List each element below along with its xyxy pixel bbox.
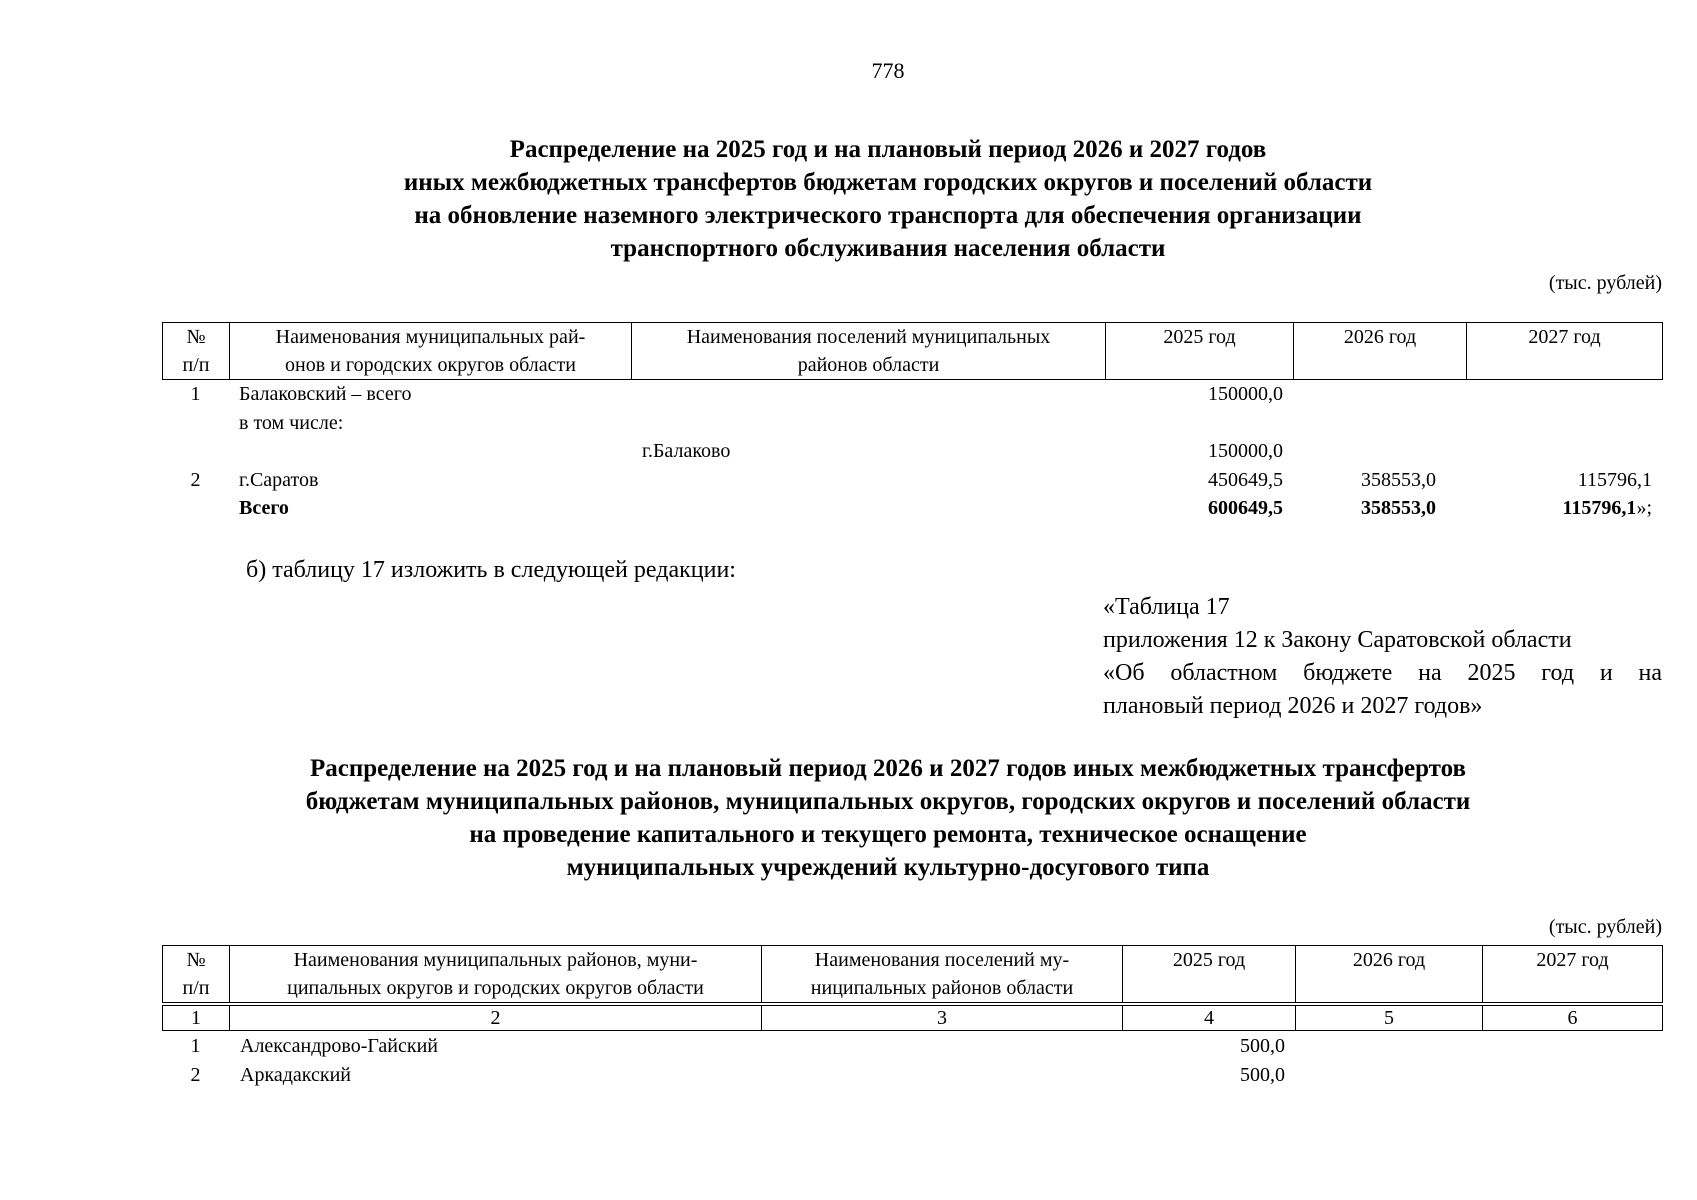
total-2025: 600649,5 <box>1208 497 1283 519</box>
cell-2025: 500,0 <box>1240 1063 1285 1086</box>
cell-2025: 500,0 <box>1240 1035 1285 1057</box>
table-row <box>162 1061 1662 1090</box>
col-district-header: Наименования муниципальных рай- онов и городских округов области <box>230 323 632 380</box>
table2-header <box>162 945 1663 1003</box>
total-row <box>162 494 1662 523</box>
col-2027-header: 2027 год <box>1483 946 1663 1003</box>
cell-2025 <box>1105 409 1293 438</box>
cell-district: Аркадакский <box>240 1063 352 1086</box>
table2-body <box>162 1032 1662 1089</box>
table1-title-line: на обновление наземного электрического транспорта для обеспечения организации <box>414 202 1362 229</box>
index-cell: 6 <box>1483 1006 1663 1031</box>
index-cell: 4 <box>1123 1006 1296 1031</box>
reference-line: приложения 12 к Закону Саратовской области <box>1103 627 1572 653</box>
col-2025-header: 2025 год <box>1123 946 1296 1003</box>
index-cell: 1 <box>163 1006 230 1031</box>
cell-settlement: г.Балаково <box>642 440 731 462</box>
table2-units: (тыс. рублей) <box>1548 916 1662 938</box>
cell-2026: 358553,0 <box>1361 468 1436 491</box>
table2-title <box>0 752 1697 884</box>
table1-title-line: иных межбюджетных трансфертов бюджетам городских округов и поселений области <box>403 169 1373 196</box>
cell-2025: 150000,0 <box>1208 440 1283 462</box>
cell-settlement <box>631 409 1105 438</box>
cell-2026 <box>1293 409 1466 438</box>
table-reference <box>1103 591 1662 723</box>
cell-district: г.Саратов <box>239 468 319 491</box>
cell-2027 <box>1466 437 1662 466</box>
cell-2025: 450649,5 <box>1208 468 1283 491</box>
cell-settlement <box>631 466 1105 495</box>
table1-title-line: транспортного обслуживания населения области <box>610 235 1166 262</box>
table1-header <box>162 322 1663 380</box>
cell-district: в том числе: <box>239 411 344 434</box>
table1-units: (тыс. рублей) <box>1548 272 1662 294</box>
reference-line: «Таблица 17 <box>1103 594 1230 620</box>
table2-title-line: Распределение на 2025 год и на плановый период 2026 и 2027 годов иных межбюджетных трансфертов <box>309 755 1467 782</box>
col-district-header: Наименования муниципальных районов, муни- ципальных округов и городских округов области <box>230 946 762 1003</box>
cell-settlement <box>631 380 1105 409</box>
col-num-header: № п/п <box>163 323 230 380</box>
cell-num: 2 <box>190 1063 201 1086</box>
col-2027-header: 2027 год <box>1467 323 1663 380</box>
table1-title <box>0 133 1697 265</box>
table1-title-line: Распределение на 2025 год и на плановый период 2026 и 2027 годов <box>509 136 1267 163</box>
closing-quote: »; <box>1636 497 1652 519</box>
cell-district: Балаковский – всего <box>239 383 412 405</box>
table2-title-line: муниципальных учреждений культурно-досугового типа <box>566 854 1210 881</box>
index-cell: 3 <box>762 1006 1123 1031</box>
cell-2027 <box>1466 380 1662 409</box>
index-cell: 2 <box>230 1006 762 1031</box>
amendment-paragraph: б) таблицу 17 изложить в следующей редакции: <box>246 557 736 583</box>
total-label: Всего <box>239 497 289 519</box>
cell-num <box>162 409 229 438</box>
cell-num: 2 <box>190 468 201 491</box>
table-row <box>162 437 1662 466</box>
col-settlement-header: Наименования поселений му- ниципальных районов области <box>762 946 1123 1003</box>
table2-title-line: бюджетам муниципальных районов, муниципальных округов, городских округов и поселений области <box>305 788 1471 815</box>
col-settlement-header: Наименования поселений муниципальных районов области <box>632 323 1106 380</box>
table-row <box>162 466 1662 495</box>
table2-index-row <box>162 1005 1663 1031</box>
col-2026-header: 2026 год <box>1296 946 1483 1003</box>
table2-title-line: на проведение капитального и текущего ремонта, техническое оснащение <box>469 821 1307 848</box>
reference-line: «Об областном бюджете на 2025 год и на <box>1103 660 1662 686</box>
reference-line: плановый период 2026 и 2027 годов» <box>1103 693 1483 719</box>
table-row <box>162 1032 1662 1061</box>
cell-num: 1 <box>190 383 201 405</box>
cell-num <box>162 437 229 466</box>
total-2026: 358553,0 <box>1361 497 1436 519</box>
cell-2027: 115796,1 <box>1577 468 1652 491</box>
table-row <box>162 409 1662 438</box>
col-num-header: № п/п <box>163 946 230 1003</box>
cell-2027 <box>1466 409 1662 438</box>
col-2026-header: 2026 год <box>1294 323 1467 380</box>
cell-district <box>229 437 631 466</box>
col-2025-header: 2025 год <box>1106 323 1294 380</box>
cell-district: Александрово-Гайский <box>240 1035 439 1057</box>
cell-2026 <box>1293 437 1466 466</box>
table1-body <box>162 380 1662 523</box>
total-2027: 115796,1»; <box>1562 497 1652 519</box>
page-number: 778 <box>871 58 905 83</box>
index-cell: 5 <box>1296 1006 1483 1031</box>
cell-2026 <box>1293 380 1466 409</box>
table-row <box>162 380 1662 409</box>
cell-num: 1 <box>190 1035 201 1057</box>
cell-2025: 150000,0 <box>1208 383 1283 405</box>
